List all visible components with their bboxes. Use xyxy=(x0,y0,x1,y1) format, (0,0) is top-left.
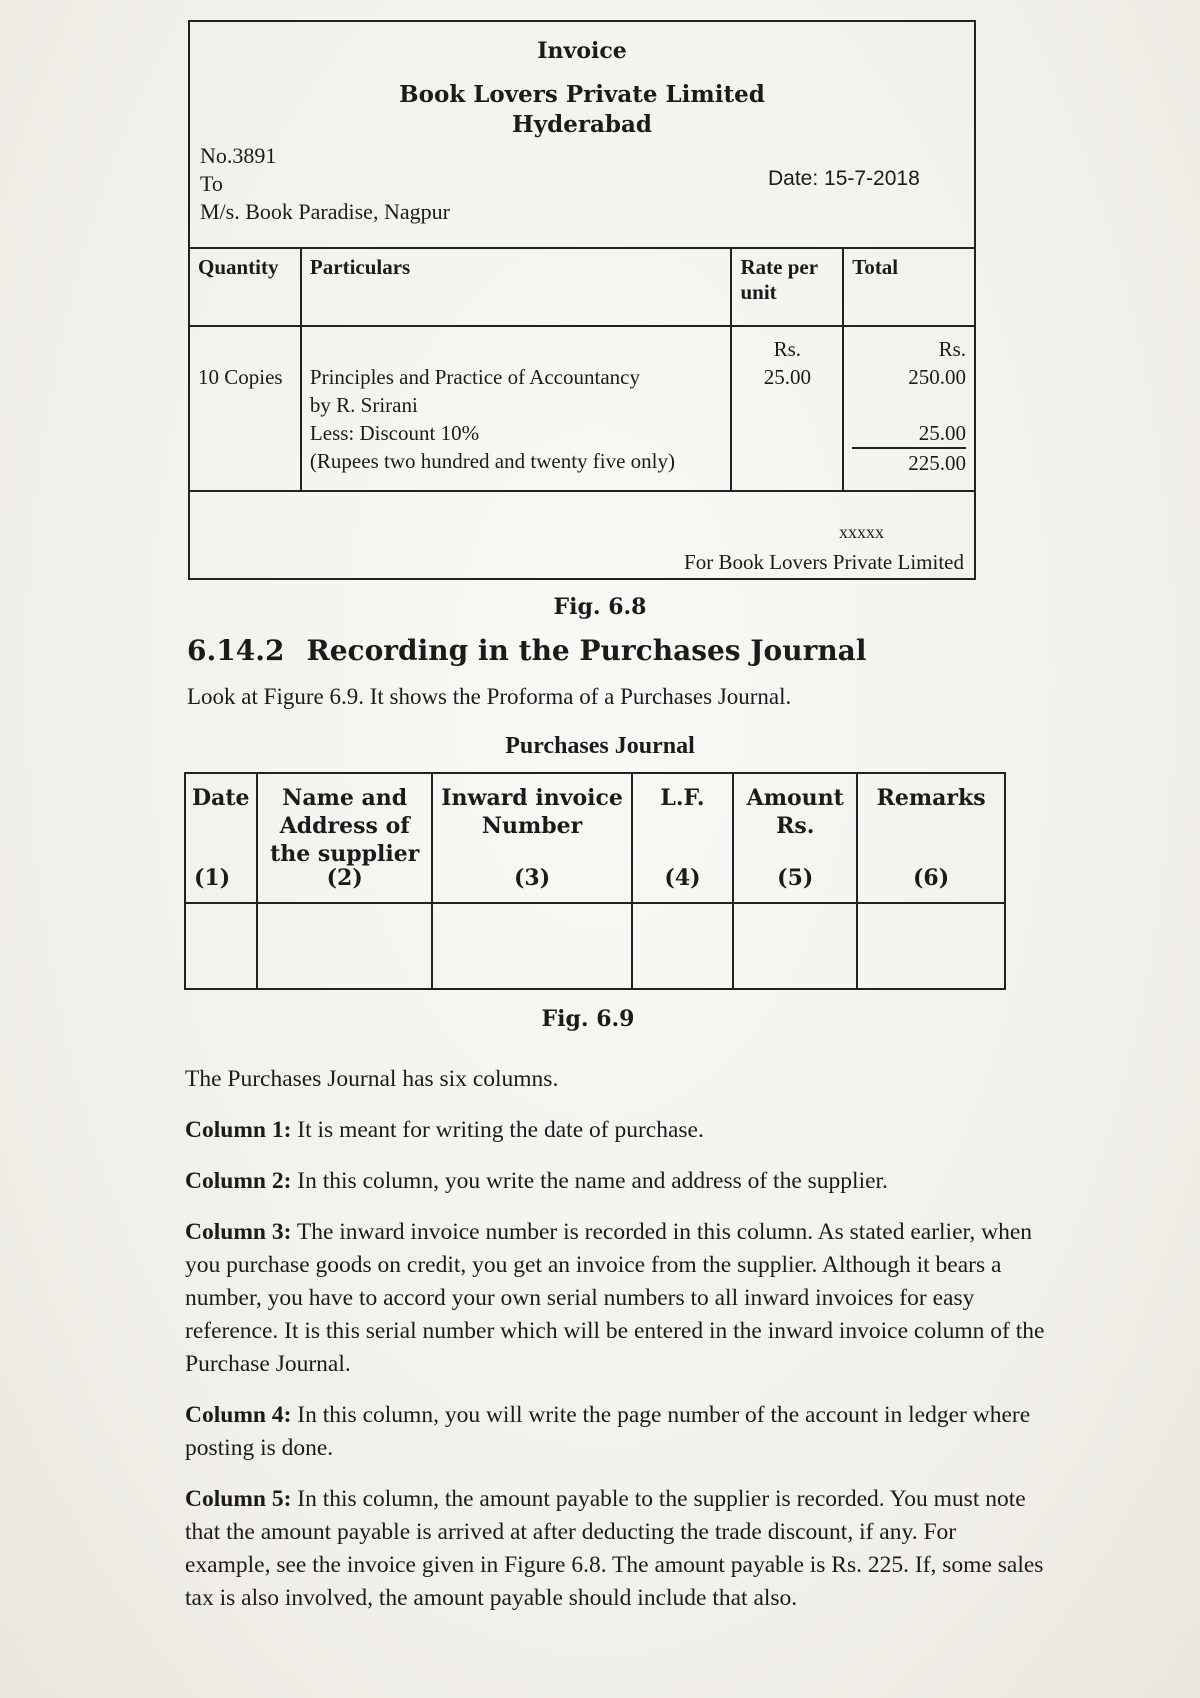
invoice-signature-block xyxy=(684,517,964,577)
figure-caption-6-8: Fig. 6.8 xyxy=(553,594,647,620)
journal-title: Purchases Journal xyxy=(505,733,695,759)
paragraph: The Purchases Journal has six columns. xyxy=(185,1066,559,1092)
header-total: Total xyxy=(843,248,975,326)
invoice-table xyxy=(188,247,976,492)
paragraph-column-5: Column 5: In this column, the amount payable to the supplier is recorded. You must note that the amount payable is arrived at after deducting the trade discount, if any. For example, see the invoice given in Figure 6.8. The amount payable is Rs. 225. If, some sales tax is also involved, the amount payable should include that also. xyxy=(185,1486,1044,1611)
paragraph-column-2: Column 2: In this column, you write the name and address of the supplier. xyxy=(185,1168,888,1194)
body-text xyxy=(185,1063,1045,1633)
paragraph-column-1: Column 1: It is meant for writing the date of purchase. xyxy=(185,1117,704,1143)
journal-cell xyxy=(632,903,734,989)
purchases-journal-table xyxy=(184,772,1006,990)
journal-col-header: Date (1) xyxy=(185,773,257,903)
journal-cell xyxy=(257,903,432,989)
item-total xyxy=(843,326,975,491)
journal-col-header: L.F. (4) xyxy=(632,773,734,903)
net-value: 225.00 xyxy=(852,447,966,477)
journal-col-header: Amount Rs. (5) xyxy=(733,773,857,903)
invoice-company-block xyxy=(190,80,974,140)
invoice-box xyxy=(188,20,976,580)
invoice-company: Book Lovers Private Limited xyxy=(399,81,765,108)
journal-empty-row xyxy=(185,903,1005,989)
discount-value: 25.00 xyxy=(918,421,966,445)
journal-cell xyxy=(432,903,631,989)
particulars-line: Principles and Practice of Accountancy xyxy=(309,365,640,389)
header-quantity: Quantity xyxy=(189,248,301,326)
invoice-address-block xyxy=(200,142,450,226)
figure-caption-6-9: Fig. 6.9 xyxy=(541,1006,635,1032)
item-rate xyxy=(731,326,843,491)
particulars-line: Less: Discount 10% xyxy=(309,421,480,445)
journal-cell xyxy=(185,903,257,989)
invoice-date: Date: 15-7-2018 xyxy=(768,167,920,190)
paragraph-column-3: Column 3: The inward invoice number is recorded in this column. As stated earlier, when you purchase goods on credit, you get an invoice from the supplier. Although it bears a number, you have to accord your own serial numbers to all inward invoices for easy reference. It is this serial number which will be entered in the inward invoice column of the Purchase Journal. xyxy=(185,1219,1045,1377)
section-number: 6.14.2 xyxy=(187,634,285,667)
invoice-number: No.3891 xyxy=(200,143,277,168)
journal-cell xyxy=(857,903,1005,989)
particulars-line: (Rupees two hundred and twenty five only) xyxy=(309,449,676,473)
particulars-line: by R. Srirani xyxy=(309,393,418,417)
invoice-header-row xyxy=(189,248,975,326)
signatory: For Book Lovers Private Limited xyxy=(684,550,964,574)
journal-header-row xyxy=(185,773,1005,903)
total-value: 250.00 xyxy=(908,365,966,389)
invoice-customer: M/s. Book Paradise, Nagpur xyxy=(200,199,450,224)
header-rate: Rate per unit xyxy=(731,248,843,326)
rate-value: 25.00 xyxy=(763,365,811,389)
intro-text: Look at Figure 6.9. It shows the Proforma of a Purchases Journal. xyxy=(187,684,792,709)
paragraph-column-4: Column 4: In this column, you will write the page number of the account in ledger where posting is done. xyxy=(185,1402,1031,1461)
journal-col-header: Remarks (6) xyxy=(857,773,1005,903)
header-particulars: Particulars xyxy=(301,248,732,326)
invoice-to: To xyxy=(200,171,223,196)
journal-col-header: Inward invoice Number (3) xyxy=(432,773,631,903)
invoice-city: Hyderabad xyxy=(512,111,652,138)
section-heading xyxy=(187,634,866,667)
item-quantity: 10 Copies xyxy=(189,326,301,491)
journal-cell xyxy=(733,903,857,989)
section-title: Recording in the Purchases Journal xyxy=(306,634,867,667)
signature-mark: xxxxx xyxy=(839,522,884,542)
invoice-item-row xyxy=(189,326,975,491)
invoice-title: Invoice xyxy=(537,38,627,64)
rate-unit: Rs. xyxy=(773,337,802,361)
item-particulars xyxy=(301,326,732,491)
total-unit: Rs. xyxy=(938,337,966,361)
journal-col-header: Name and Address of the supplier (2) xyxy=(257,773,432,903)
